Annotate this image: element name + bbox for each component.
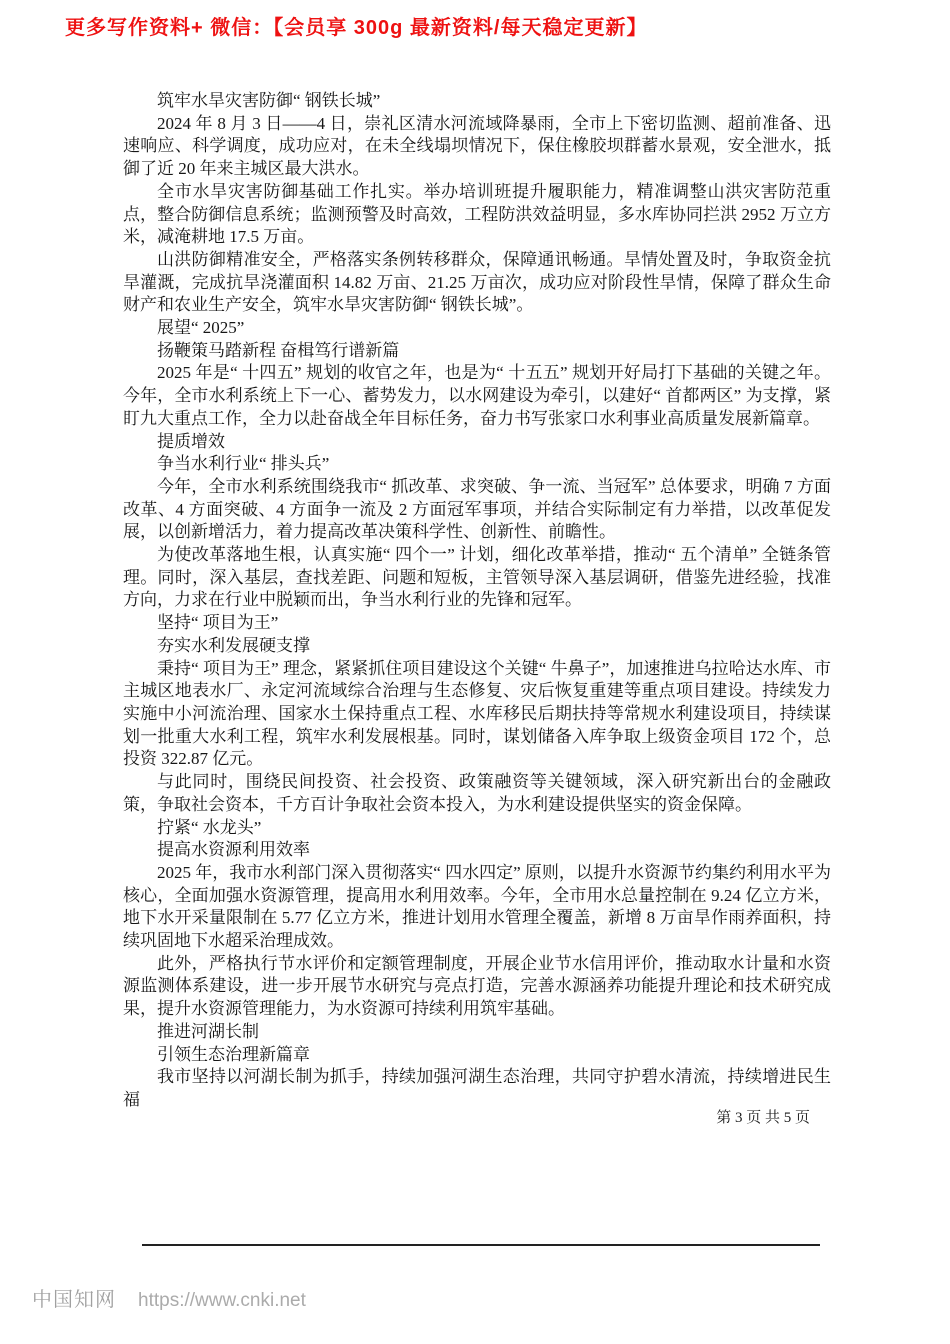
paragraph: 筑牢水旱灾害防御“ 钢铁长城”: [157, 91, 381, 110]
paragraph: 争当水利行业“ 排头兵”: [157, 454, 330, 474]
paragraph: 提高水资源利用效率: [157, 840, 310, 860]
paragraph: 我市坚持以河湖长制为抓手，持续加强河湖生态治理，共同守护碧水清流，持续增进民生福: [123, 1067, 831, 1109]
paragraph: 2025 年，我市水利部门深入贯彻落实“ 四水四定” 原则，以提升水资源节约集约利用水平为核心，全面加强水资源管理，提高用水利用效率。今年，全市用水总量控制在 9.24 亿立方米，地下水开采量限制在 5.77 亿立方米，推进计划用水管理全覆盖，新增 8 万亩旱作雨养面积，持续巩固地下水超采治理成效。: [123, 862, 831, 951]
page-indicator: 第 3 页 共 5 页: [716, 1110, 810, 1126]
cnki-url-text: https://www.cnki.net: [138, 1290, 306, 1311]
paragraph: 全市水旱灾害防御基础工作扎实。举办培训班提升履职能力，精准调整山洪灾害防范重点，整合防御信息系统；监测预警及时高效，工程防洪效益明显，多水库协同拦洪 2952 万立方米，减淹耕地 17.5 万亩。: [123, 181, 831, 247]
paragraph: 山洪防御精准安全，严格落实条例转移群众，保障通讯畅通。旱情处置及时，争取资金抗旱灌溉，完成抗旱浇灌面积 14.82 万亩、21.25 万亩次，成功应对阶段性旱情，保障了群众生命财产和农业生产安全，筑牢水旱灾害防御“ 钢铁长城”。: [123, 249, 831, 315]
paragraph: 秉持“ 项目为王” 理念，紧紧抓住项目建设这个关键“ 牛鼻子”，加速推进乌拉哈达水库、市主城区地表水厂、永定河流域综合治理与生态修复、灾后恢复重建等重点项目建设。持续发力实施中小河流治理、国家水土保持重点工程、水库移民后期扶持等常规水利建设项目，持续谋划一批重大水利工程，筑牢水利发展根基。同时，谋划储备入库争取上级资金项目 172 个，总投资 322.87 亿元。: [123, 658, 831, 769]
paragraph: 拧紧“ 水龙头”: [157, 817, 262, 837]
paragraph: 2025 年是“ 十四五” 规划的收官之年，也是为“ 十五五” 规划开好局打下基础的关键之年。今年，全市水利系统上下一心、蓄势发力，以水网建设为牵引，以建好“ 首都两区” 为支撑，紧盯九大重点工作，全力以赴奋战全年目标任务，奋力书写张家口水利事业高质量发展新篇章。: [123, 363, 831, 428]
document-body: [123, 90, 831, 1112]
footer-divider: [142, 1244, 820, 1246]
promo-banner-text: 更多写作资料+ 微信：【会员享 300g 最新资料/每天稳定更新】: [65, 17, 648, 39]
paragraph: 为使改革落地生根，认真实施“ 四个一” 计划，细化改革举措，推动“ 五个清单” 全链条管理。同时，深入基层，查找差距、问题和短板，主管领导深入基层调研，借鉴先进经验，找准方向，力求在行业中脱颖而出，争当水利行业的先锋和冠军。: [123, 545, 831, 610]
paragraph: 2024 年 8 月 3 日——4 日，崇礼区清水河流域降暴雨，全市上下密切监测、超前准备、迅速响应、科学调度，成功应对，在未全线塌坝情况下，保住橡胶坝群蓄水景观，安全泄水，抵御了近 20 年来主城区最大洪水。: [123, 113, 831, 179]
paragraph: 坚持“ 项目为王”: [157, 613, 279, 633]
paragraph: 今年，全市水利系统围绕我市“ 抓改革、求突破、争一流、当冠军” 总体要求，明确 7 方面改革、4 方面突破、4 方面争一流及 2 方面冠军事项，并结合实际制定有力举措，以改革促发展，以创新增活力，着力提高改革决策科学性、创新性、前瞻性。: [123, 476, 831, 542]
paragraph: 扬鞭策马踏新程 奋楫笃行谱新篇: [157, 340, 400, 360]
paragraph: 引领生态治理新篇章: [157, 1044, 310, 1064]
paragraph: 此外，严格执行节水评价和定额管理制度，开展企业节水信用评价，推动取水计量和水资源监测体系建设，进一步开展节水研究与亮点打造，完善水源涵养功能提升理论和技术研究成果，提升水资源管理能力，为水资源可持续利用筑牢基础。: [123, 953, 831, 1019]
paragraph: 夯实水利发展硬支撑: [157, 635, 310, 655]
paragraph: 展望“ 2025”: [157, 318, 245, 338]
watermark-footer: [32, 1283, 306, 1312]
cnki-brand-text: 中国知网: [32, 1289, 116, 1311]
paragraph: 推进河湖长制: [157, 1021, 259, 1041]
paragraph: 与此同时，围绕民间投资、社会投资、政策融资等关键领域，深入研究新出台的金融政策，争取社会资本，千方百计争取社会资本投入，为水利建设提供坚实的资金保障。: [123, 772, 831, 814]
paragraph: 提质增效: [157, 431, 225, 451]
